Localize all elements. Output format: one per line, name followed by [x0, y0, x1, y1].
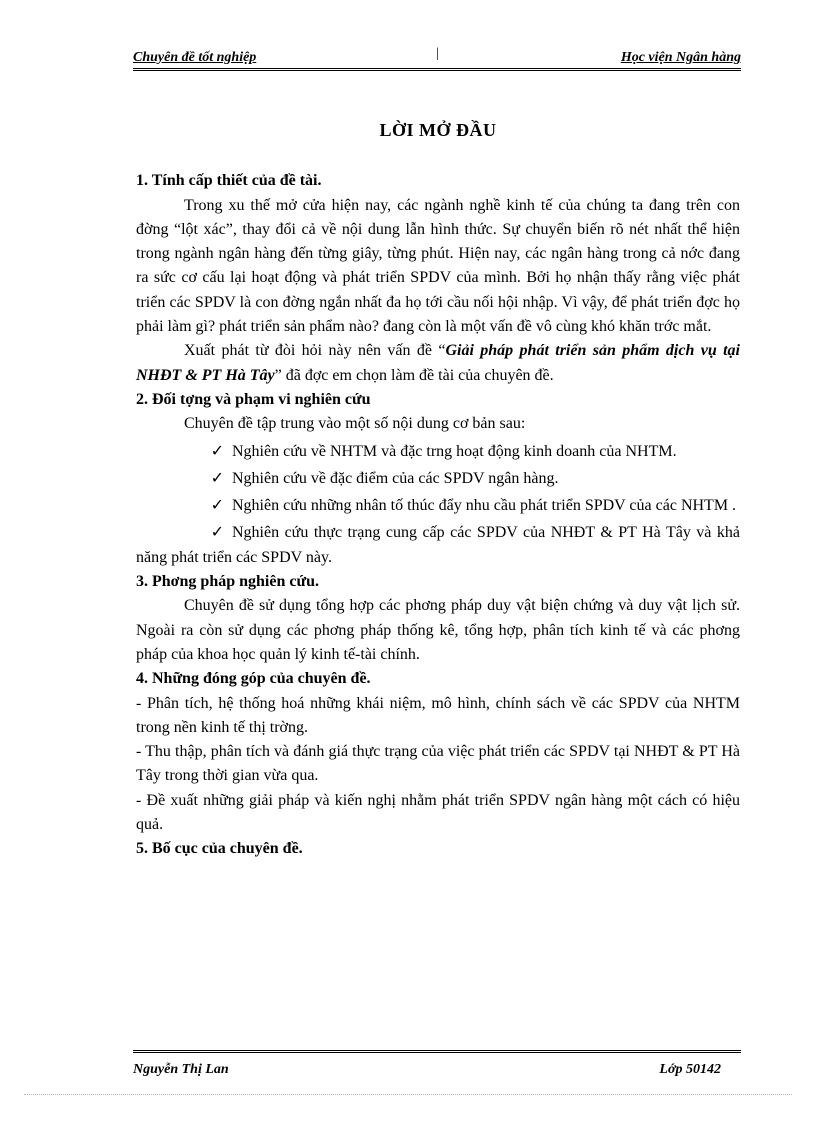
- check-item-text: Nghiên cứu về đặc điểm của các SPDV ngân hàng.: [232, 469, 559, 487]
- section-1-heading: 1. Tính cấp thiết của đề tài.: [136, 172, 322, 190]
- checkmark-icon: ✓: [210, 469, 224, 487]
- checkmark-icon: ✓: [210, 524, 224, 542]
- check-item-text: Nghiên cứu về NHTM và đặc trng hoạt động kinh doanh của NHTM.: [232, 442, 677, 460]
- check-item: [136, 467, 740, 491]
- footer-author: Nguyễn Thị Lan: [133, 1062, 229, 1077]
- page-title: LỜI MỞ ĐẦU: [379, 120, 497, 140]
- thesis-topic: Giải pháp phát triển sản phẩm dịch vụ tại NHĐT & PT Hà Tây: [136, 342, 741, 384]
- check-item: [136, 440, 740, 464]
- page-bottom-divider: [24, 1094, 792, 1095]
- section-2-heading: 2. Đối tợng và phạm vi nghiên cứu: [136, 390, 371, 408]
- p2-end: ” đã đợc em chọn làm đề tài của chuyên đề.: [274, 366, 554, 384]
- check-item-text: Nghiên cứu thực trạng cung cấp các SPDV của NHĐT & PT Hà Tây và khả năng phát triển các SPDV này.: [136, 524, 740, 566]
- contribution-item: - Phân tích, hệ thống hoá những khái niệm, mô hình, chính sách về các SPDV của NHTM trong nền kinh tế thị trờng.: [136, 694, 740, 736]
- section-1-paragraph-1: Trong xu thế mở cửa hiện nay, các ngành nghề kinh tế của chúng ta đang trên con đờng “lột xác”, thay đổi cả về nội dung lẫn hình thức. Sự chuyển biến rõ nét nhất thể hiện trong ngành ngân hàng đến từng giây, từng phút. Hiện nay, các ngân hàng trong cả nớc đang ra sức cơ cấu lại hoạt động và phát triển SPDV của mình. Bởi họ nhận thấy rằng việc phát triển các SPDV là con đờng ngắn nhất đa họ tới cầu nối hội nhập. Vì vậy, để phát triển đợc họ phải làm gì? phát triển sản phẩm nào? đang còn là một vấn đề vô cùng khó khăn trớc mắt.: [136, 196, 740, 336]
- contribution-item: - Đề xuất những giải pháp và kiến nghị nhằm phát triển SPDV ngân hàng một cách có hiệu quả.: [136, 791, 740, 834]
- p2-start: Xuất phát từ đòi hỏi này nên vấn đề “: [184, 342, 446, 360]
- page-header: [133, 46, 741, 71]
- document-body: [136, 118, 740, 862]
- section-4-heading: 4. Những đóng góp của chuyên đề.: [136, 670, 371, 688]
- footer-class: Lớp 50142: [659, 1062, 721, 1077]
- check-item-text: Nghiên cứu những nhân tố thúc đẩy nhu cầu phát triển SPDV của các NHTM .: [232, 497, 737, 515]
- section-3-paragraph: Chuyên đề sử dụng tổng hợp các phơng pháp duy vật biện chứng và duy vật lịch sử. Ngoài ra còn sử dụng các phơng pháp thống kê, tổng hợp, phân tích kinh tế và các phơng pháp của khoa học quản lý kinh tế-tài chính.: [136, 597, 740, 663]
- section-5-heading: 5. Bố cục của chuyên đề.: [136, 840, 303, 858]
- section-1-paragraph-2: [136, 339, 740, 388]
- header-separator: |: [436, 46, 439, 61]
- section-2-intro: Chuyên đề tập trung vào một số nội dung cơ bản sau:: [184, 415, 526, 433]
- section-3-heading: 3. Phơng pháp nghiên cứu.: [136, 573, 319, 591]
- contribution-item: - Thu thập, phân tích và đánh giá thực trạng của việc phát triển các SPDV tại NHĐT & PT Hà Tây trong thời gian vừa qua.: [136, 743, 740, 785]
- checkmark-icon: ✓: [210, 442, 224, 460]
- check-item: [136, 521, 740, 570]
- check-item: [136, 494, 740, 518]
- header-left-text: Chuyên đề tốt nghiệp: [133, 50, 257, 65]
- header-right-text: Học viện Ngân hàng: [620, 50, 741, 65]
- checkmark-icon: ✓: [210, 497, 224, 515]
- page-footer: [133, 1050, 741, 1083]
